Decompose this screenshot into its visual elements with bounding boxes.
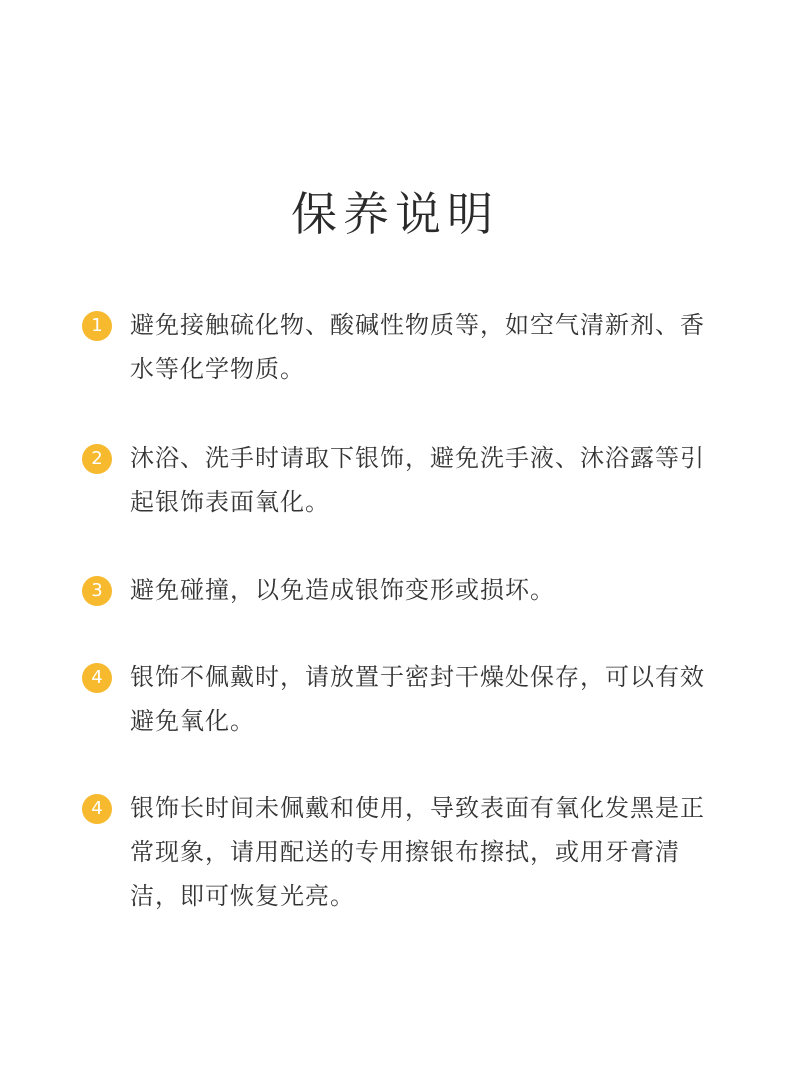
item-text: 银饰不佩戴时，请放置于密封干燥处保存，可以有效避免氧化。 bbox=[130, 663, 705, 735]
list-item bbox=[82, 655, 722, 743]
item-text: 避免碰撞，以免造成银饰变形或损坏。 bbox=[130, 576, 555, 604]
list-item bbox=[82, 786, 722, 918]
number-badge: 4 bbox=[82, 663, 112, 693]
number-badge: 2 bbox=[82, 444, 112, 474]
number-badge: 3 bbox=[82, 576, 112, 606]
number-badge: 4 bbox=[82, 794, 112, 824]
number-badge: 1 bbox=[82, 311, 112, 341]
page-title: 保养说明 bbox=[291, 187, 499, 241]
list-item bbox=[82, 568, 722, 612]
item-text: 银饰长时间未佩戴和使用，导致表面有氧化发黑是正常现象，请用配送的专用擦银布擦拭，或用牙膏清洁，即可恢复光亮。 bbox=[130, 794, 705, 910]
list-item bbox=[82, 303, 722, 391]
item-text: 避免接触硫化物、酸碱性物质等，如空气清新剂、香水等化学物质。 bbox=[130, 311, 705, 383]
item-text: 沐浴、洗手时请取下银饰，避免洗手液、沐浴露等引起银饰表面氧化。 bbox=[130, 444, 705, 516]
list-item bbox=[82, 436, 722, 524]
